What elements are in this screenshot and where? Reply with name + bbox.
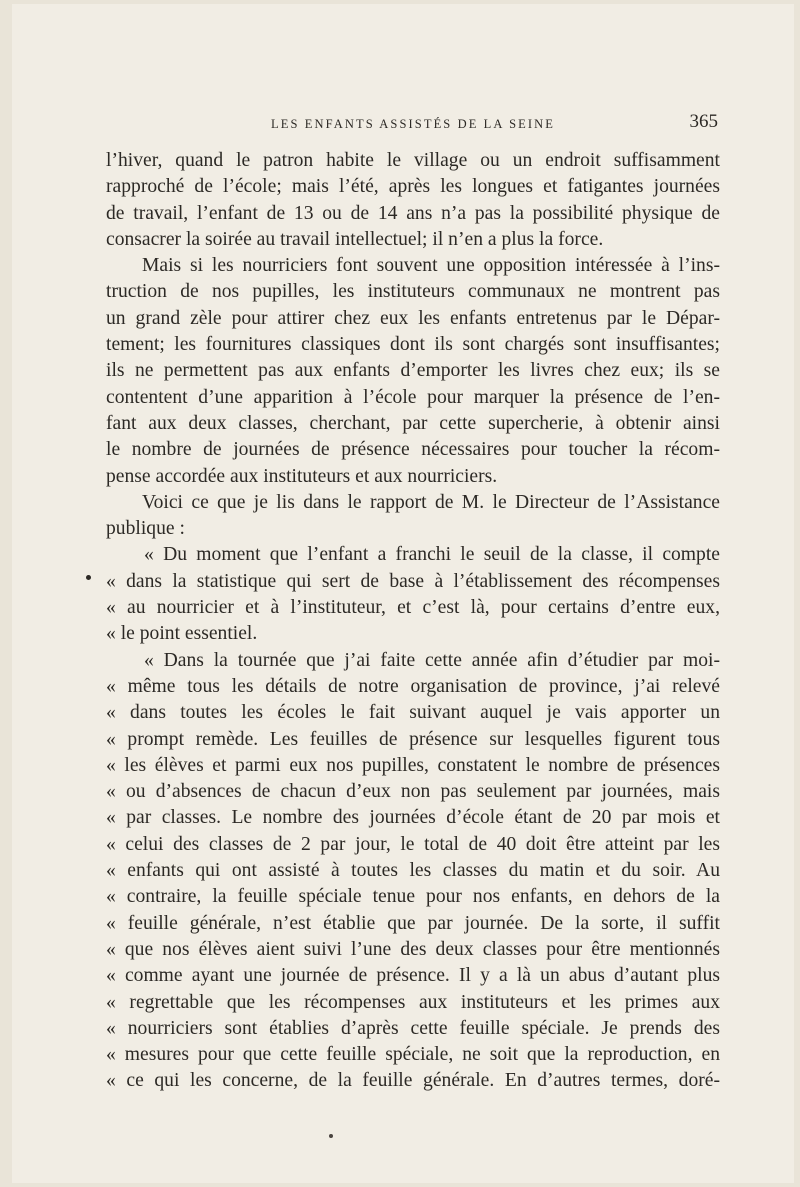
book-page bbox=[12, 4, 794, 1183]
body-text bbox=[106, 148, 720, 1095]
text-line: contentent d’une apparition à l’école pour marquer la présence de l’en- bbox=[106, 386, 720, 408]
text-line: de travail, l’enfant de 13 ou de 14 ans n’a pas la possibilité physique de bbox=[106, 202, 720, 224]
quote-line: « mesures pour que cette feuille spéciale, ne soit que la reproduction, en bbox=[106, 1044, 720, 1066]
text-line: rapproché de l’école; mais l’été, après les longues et fatigantes journées bbox=[106, 176, 720, 198]
quotation bbox=[106, 542, 720, 647]
quote-line: « comme ayant une journée de présence. Il y a là un abus d’autant plus bbox=[106, 965, 720, 987]
quote-line: « celui des classes de 2 par jour, le total de 40 doit être atteint par les bbox=[106, 833, 720, 855]
text-line: truction de nos pupilles, les instituteurs communaux ne montrent pas bbox=[106, 281, 720, 303]
quote-line: « Du moment que l’enfant a franchi le seuil de la classe, il compte bbox=[144, 544, 720, 566]
quote-line: « ce qui les concerne, de la feuille générale. En d’autres termes, doré- bbox=[106, 1070, 720, 1092]
text-line: le nombre de journées de présence nécessaires pour toucher la récom- bbox=[106, 439, 720, 461]
quote-line: « prompt remède. Les feuilles de présence sur lesquelles figurent tous bbox=[106, 728, 720, 750]
quotation bbox=[106, 648, 720, 1095]
paragraph bbox=[106, 148, 720, 253]
quote-line: « regrettable que les récompenses aux instituteurs et les primes aux bbox=[106, 991, 720, 1013]
quote-line: « les élèves et parmi eux nos pupilles, constatent le nombre de présences bbox=[106, 754, 720, 776]
running-title: LES ENFANTS ASSISTÉS DE LA SEINE bbox=[270, 117, 555, 131]
text-line: tement; les fournitures classiques dont ils sont chargés sont insuffisantes; bbox=[106, 334, 720, 356]
quote-line: « dans toutes les écoles le fait suivant auquel je vais apporter un bbox=[106, 702, 720, 724]
quote-line: « que nos élèves aient suivi l’une des deux classes pour être mentionnés bbox=[106, 938, 720, 960]
quote-line: « Dans la tournée que j’ai faite cette année afin d’étudier par moi- bbox=[144, 649, 720, 671]
quote-line: « enfants qui ont assisté à toutes les classes du matin et du soir. Au bbox=[106, 860, 720, 882]
ink-spot bbox=[329, 1134, 333, 1138]
text-line: pense accordée aux instituteurs et aux nourriciers. bbox=[106, 465, 498, 487]
text-line: Voici ce que je lis dans le rapport de M. le Directeur de l’Assistance bbox=[142, 491, 720, 513]
text-line: consacrer la soirée au travail intellectuel; il n’en a plus la force. bbox=[106, 228, 604, 250]
quote-line: « par classes. Le nombre des journées d’école étant de 20 par mois et bbox=[106, 807, 720, 829]
running-head bbox=[106, 111, 720, 141]
text-line: publique : bbox=[106, 518, 185, 540]
text-line: fant aux deux classes, cherchant, par cette supercherie, à obtenir ainsi bbox=[106, 412, 720, 434]
quote-line: « feuille générale, n’est établie que par journée. De la sorte, il suffit bbox=[106, 912, 720, 934]
quote-line: « contraire, la feuille spéciale tenue pour nos enfants, en dehors de la bbox=[106, 886, 720, 908]
quote-line: « au nourricier et à l’instituteur, et c’est là, pour certains d’entre eux, bbox=[106, 597, 720, 619]
text-line: ils ne permettent pas aux enfants d’emporter les livres chez eux; ils se bbox=[106, 360, 720, 382]
quote-line: « le point essentiel. bbox=[106, 623, 258, 645]
quote-line: « nourriciers sont établies d’après cette feuille spéciale. Je prends des bbox=[106, 1017, 720, 1039]
quote-line: « dans la statistique qui sert de base à l’établissement des récompenses bbox=[106, 570, 720, 592]
text-line: l’hiver, quand le patron habite le village ou un endroit suffisamment bbox=[106, 150, 720, 171]
paragraph bbox=[106, 253, 720, 490]
page-number: 365 bbox=[689, 111, 718, 132]
ink-spot bbox=[86, 575, 91, 580]
quote-line: « ou d’absences de chacun d’eux non pas seulement par journées, mais bbox=[106, 781, 720, 803]
paragraph bbox=[106, 490, 720, 543]
quote-line: « même tous les détails de notre organisation de province, j’ai relevé bbox=[106, 675, 720, 697]
text-line: Mais si les nourriciers font souvent une opposition intéressée à l’ins- bbox=[142, 255, 720, 277]
text-line: un grand zèle pour attirer chez eux les enfants entretenus par le Dépar- bbox=[106, 307, 720, 329]
